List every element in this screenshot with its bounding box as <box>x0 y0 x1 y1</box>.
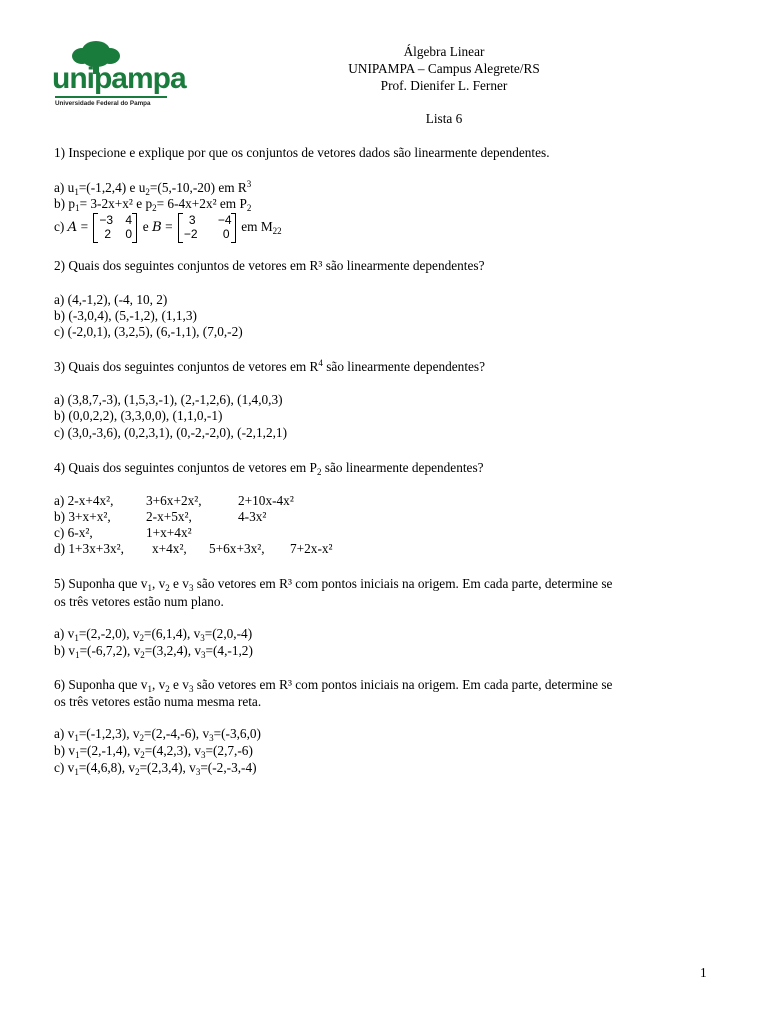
q4-item-b: b) 3+x+x², 2-x+5x², 4-3x² <box>54 509 267 524</box>
q2-item-b: b) (-3,0,4), (5,-1,2), (1,1,3) <box>54 308 197 323</box>
q3-item-b: b) (0,0,2,2), (3,3,0,0), (1,1,0,-1) <box>54 408 223 423</box>
question-4: 4) Quais dos seguintes conjuntos de vetores em $P_2$ são linearmente dependentes? <box>54 460 484 477</box>
q4-item-a: a) 2-x+4x², 3+6x+2x², 2+10x-4x² <box>54 493 294 508</box>
logo-subtitle: Universidade Federal do Pampa <box>55 100 151 107</box>
q2-item-a: a) (4,-1,2), (-4, 10, 2) <box>54 292 168 307</box>
q5-item-b: b) $v_1=(-6,7,2)$, $v_2=(3,2,4)$, $v_3=(4,-1,2)$ <box>54 643 253 660</box>
question-6-line-1: 6) Suponha que $v_1$, $v_2$ e $v_3$ são vetores em R³ com pontos iniciais na origem. Em cada parte, determine se <box>54 677 613 694</box>
question-5-line-2: os três vetores estão num plano. <box>54 594 224 609</box>
question-5-line-1: 5) Suponha que $v_1$, $v_2$ e $v_3$ são vetores em R³ com pontos iniciais na origem. Em cada parte, determine se <box>54 576 613 593</box>
course-title: Álgebra Linear <box>403 44 485 59</box>
q4-item-c: c) 6-x², 1+x+4x² <box>54 525 192 540</box>
q1-item-b: b) $p_1= 3-2x+x^2$ e $p_2= 6-4x+2x^2$ em $P_2$ <box>54 196 252 213</box>
question-2: 2) Quais dos seguintes conjuntos de vetores em R³ são linearmente dependentes? <box>54 258 485 273</box>
q1-item-a: a) $u_1=(-1,2,4)$ e $u_2=(5,-10,-20)$ em $R^3$ <box>54 179 252 197</box>
page-number: 1 <box>700 965 707 980</box>
q3-item-a: a) (3,8,7,-3), (1,5,3,-1), (2,-1,2,6), (1,4,0,3) <box>54 392 283 407</box>
professor-name: Prof. Dienifer L. Ferner <box>380 78 508 93</box>
q6-item-b: b) $v_1=(2,-1,4)$, $v_2=(4,2,3)$, $v_3=(2,7,-6)$ <box>54 743 253 760</box>
q3-item-c: c) (3,0,-3,6), (0,2,3,1), (0,-2,-2,0), (-2,1,2,1) <box>54 425 288 440</box>
q1-item-c: c) A = −3 4 2 0 e B = 3 −4 −2 0 em $M_{22}$ <box>54 212 282 241</box>
q5-item-a: a) $v_1=(2,-2,0)$, $v_2=(6,1,4)$, $v_3=(2,0,-4)$ <box>54 626 253 643</box>
question-6-line-2: os três vetores estão numa mesma reta. <box>54 694 262 709</box>
campus-name: UNIPAMPA – Campus Alegrete/RS <box>348 61 540 76</box>
matrix-a: −3 4 2 0 <box>93 213 137 243</box>
q4-item-d: d) 1+3x+3x², x+4x², 5+6x+3x², 7+2x-x² <box>54 541 333 556</box>
question-1: 1) Inspecione e explique por que os conjuntos de vetores dados são linearmente dependentes. <box>54 145 550 160</box>
question-3: 3) Quais dos seguintes conjuntos de vetores em $R^4$ são linearmente dependentes? <box>54 358 485 374</box>
q6-item-c: c) $v_1=(4,6,8)$, $v_2=(2,3,4)$, $v_3=(-2,-3,-4)$ <box>54 760 257 777</box>
logo-divider <box>55 96 167 98</box>
list-title: Lista 6 <box>425 111 463 126</box>
q2-item-c: c) (-2,0,1), (3,2,5), (6,-1,1), (7,0,-2) <box>54 324 243 339</box>
matrix-b: 3 −4 −2 0 <box>178 213 236 243</box>
logo-wordmark: unipampa <box>52 62 186 95</box>
q6-item-a: a) $v_1=(-1,2,3)$, $v_2=(2,-4,-6)$, $v_3=(-3,6,0)$ <box>54 726 261 743</box>
